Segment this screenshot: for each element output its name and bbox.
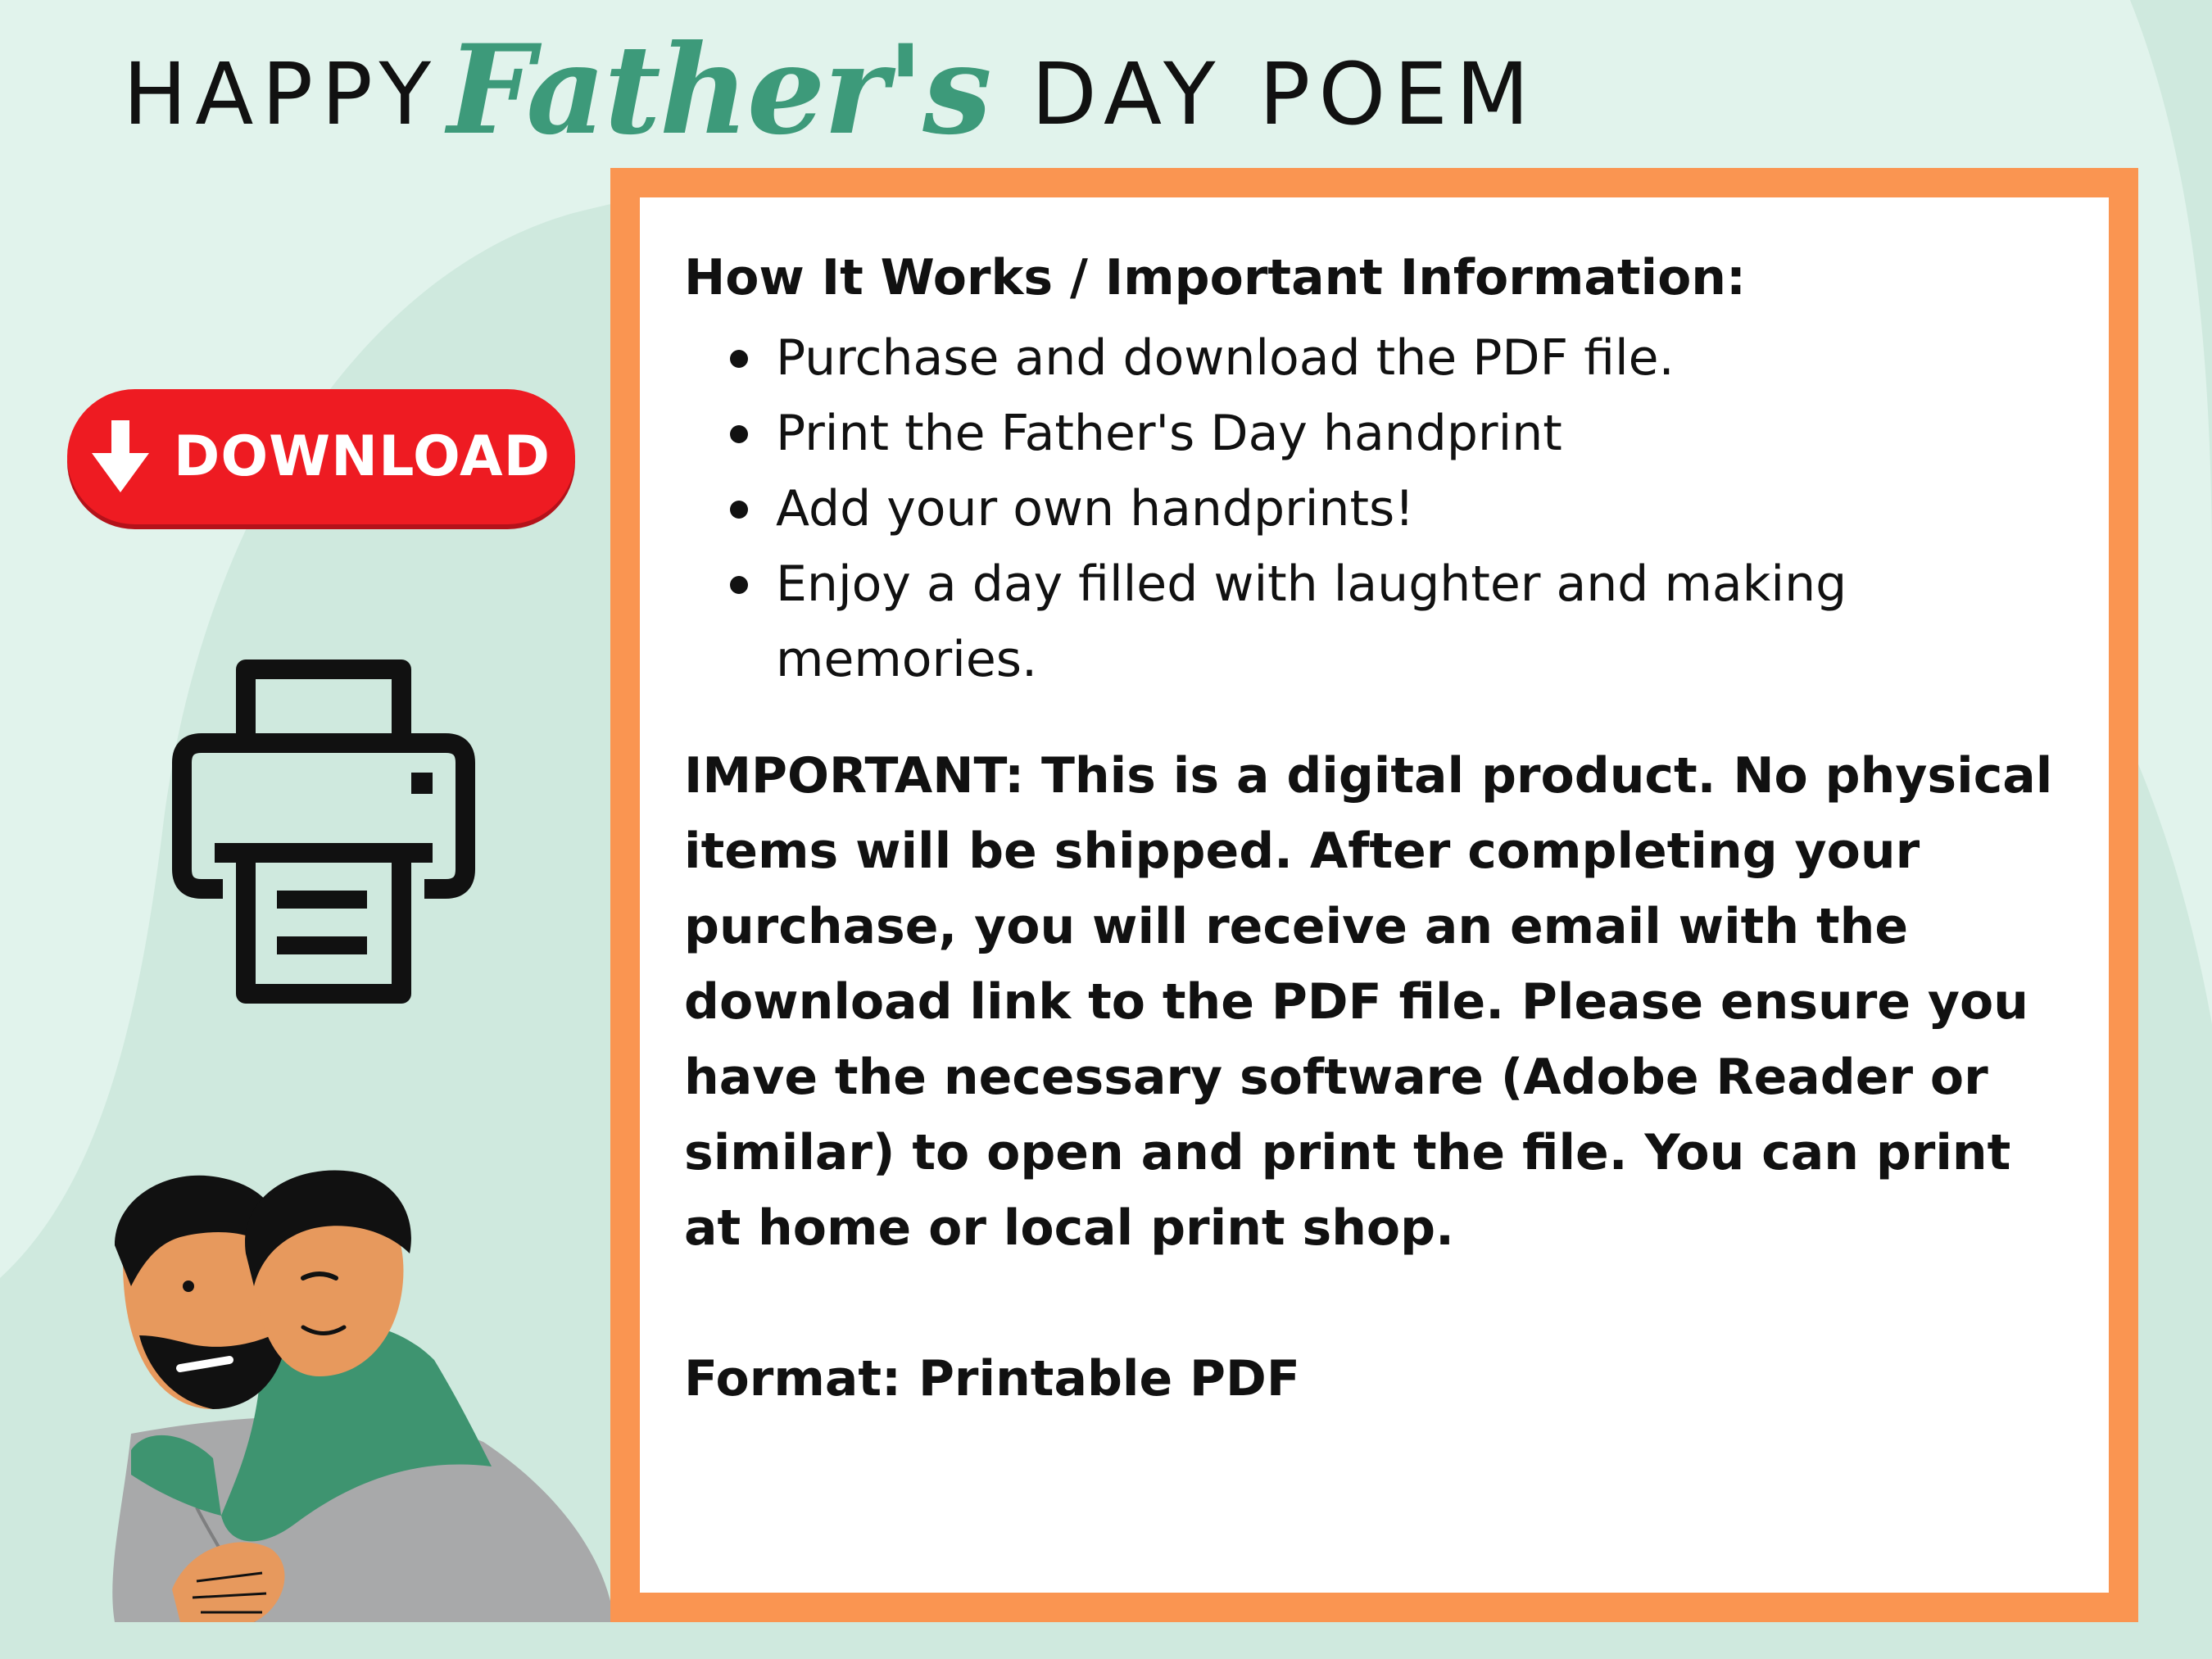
step-text: Add your own handprints! xyxy=(776,480,1415,537)
list-item xyxy=(684,546,1923,697)
step-text: Print the Father's Day handprint xyxy=(776,405,1562,462)
title-fathers: Father's xyxy=(447,18,990,162)
step-text: Purchase and download the PDF file. xyxy=(776,329,1675,387)
page-title xyxy=(123,18,1538,164)
list-item xyxy=(684,471,2076,546)
bullet-icon xyxy=(730,425,748,443)
download-button[interactable] xyxy=(67,389,575,524)
step-text: Enjoy a day filled with laughter and making memories. xyxy=(776,555,1847,688)
important-notice: IMPORTANT: This is a digital product. No physical items will be shipped. After completing your purchase, you will receive an email with the download link to the PDF file. Please ensure you have the necessary software (Adobe Reader or similar) to open and print the file. You can print at home or local print shop. xyxy=(684,747,2053,1257)
download-arrow-icon xyxy=(92,420,149,494)
format-info: Format: Printable PDF xyxy=(684,1350,1300,1407)
list-item xyxy=(684,320,2076,396)
title-day-poem: DAY POEM xyxy=(1031,44,1538,144)
download-label: DOWNLOAD xyxy=(173,424,551,489)
bullet-icon xyxy=(730,501,748,519)
printer-icon xyxy=(172,660,475,1004)
father-and-son-hug-illustration xyxy=(98,1163,614,1622)
list-item xyxy=(684,396,2076,471)
steps-list xyxy=(684,320,2076,697)
bullet-icon xyxy=(730,350,748,368)
info-heading: How It Works / Important Information: xyxy=(684,249,1747,306)
title-happy: HAPPY xyxy=(123,44,440,144)
info-card-content xyxy=(640,197,2109,1593)
info-card xyxy=(610,168,2138,1622)
bullet-icon xyxy=(730,576,748,594)
